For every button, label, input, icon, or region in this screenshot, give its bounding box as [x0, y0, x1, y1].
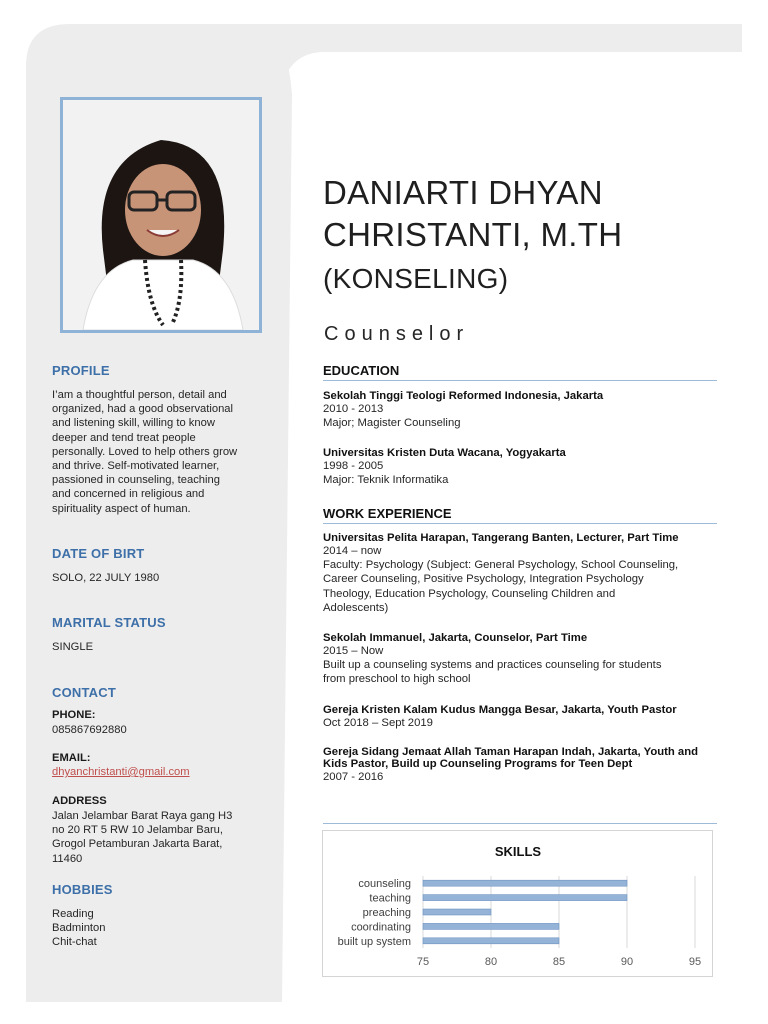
name-line-1: DANIARTI DHYAN — [323, 174, 603, 211]
education-heading: EDUCATION — [323, 363, 400, 378]
address-line: 11460 — [52, 852, 83, 865]
x-tick-label: 75 — [416, 956, 430, 968]
email-label: EMAIL: — [52, 752, 91, 764]
address-label: ADDRESS — [52, 795, 107, 807]
address-text — [52, 809, 277, 866]
y-category-label: preaching — [362, 907, 411, 919]
x-tick-label: 85 — [552, 956, 566, 968]
profile-line: spirituality aspect of human. — [52, 502, 191, 515]
hobby-item: Chit-chat — [52, 936, 97, 949]
education-item — [323, 390, 723, 430]
y-category-label: counseling — [358, 878, 411, 891]
profile-line: and concerned in religious and — [52, 488, 205, 501]
y-category-label: built up system — [337, 935, 411, 948]
education-item — [323, 447, 723, 487]
y-category-label: coordinating — [351, 921, 411, 934]
marital-heading: MARITAL STATUS — [52, 615, 166, 630]
work-line: Faculty: Psychology (Subject: General Psychology, School Counseling, — [323, 559, 679, 572]
work-line: 2015 – Now — [323, 645, 384, 657]
work-item — [323, 632, 723, 687]
x-tick-label: 90 — [620, 956, 634, 968]
skill-bar — [423, 895, 627, 901]
x-tick-label: 95 — [688, 956, 702, 968]
work-item — [323, 746, 723, 784]
profile-text — [52, 388, 274, 516]
address-line: Jalan Jelambar Barat Raya gang H3 — [52, 810, 233, 822]
contact-heading: CONTACT — [52, 685, 116, 700]
name-line-2: CHRISTANTI, M.TH — [323, 216, 623, 253]
profile-line: I’am a thoughtful person, detail and — [52, 389, 227, 401]
role-title: Counselor — [324, 323, 470, 345]
profile-line: deeper and tend treat people — [52, 431, 196, 444]
work-line: Oct 2018 – Sept 2019 — [323, 717, 433, 729]
work-rule — [323, 523, 717, 524]
work-line: 2014 – now — [323, 545, 382, 557]
work-title: Gereja Sidang Jemaat Allah Taman Harapan Indah, Jakarta, Youth and — [323, 746, 699, 758]
work-title: Sekolah Immanuel, Jakarta, Counselor, Part Time — [323, 632, 588, 644]
work-heading: WORK EXPERIENCE — [323, 506, 452, 521]
x-tick-label: 80 — [484, 956, 498, 968]
skill-bar — [423, 938, 559, 944]
education-line: 1998 - 2005 — [323, 460, 384, 472]
top-band — [262, 24, 742, 90]
profile-line: passioned in counseling, teaching — [52, 474, 220, 487]
work-line: Theology, Education Psychology, Counseling Children and — [323, 587, 616, 600]
skill-bar — [423, 923, 559, 929]
work-line: Adolescents) — [323, 601, 389, 614]
y-category-label: teaching — [369, 892, 411, 905]
profile-line: and thrive. Self-motivated learner, — [52, 460, 220, 473]
address-line: Grogol Petamburan Jakarta Barat, — [52, 838, 223, 851]
education-title: Universitas Kristen Duta Wacana, Yogyakarta — [323, 447, 566, 459]
work-line: from preschool to high school — [323, 673, 471, 686]
work-title: Gereja Kristen Kalam Kudus Mangga Besar, Jakarta, Youth Pastor — [323, 704, 677, 716]
work-item — [323, 532, 723, 615]
skill-bar — [423, 880, 627, 886]
profile-line: and listening skill, willing to know — [52, 417, 215, 430]
profile-line: organized, had a good observational — [52, 403, 233, 416]
education-line: 2010 - 2013 — [323, 403, 384, 415]
education-rule — [323, 380, 717, 381]
hobbies-heading: HOBBIES — [52, 882, 113, 897]
work-line: Career Counseling, Positive Psychology, Integration Psychology — [323, 573, 644, 586]
marital-value: SINGLE — [52, 641, 94, 653]
work-title: Universitas Pelita Harapan, Tangerang Banten, Lecturer, Part Time — [323, 532, 679, 544]
birth-value: SOLO, 22 JULY 1980 — [52, 572, 160, 584]
profile-heading: PROFILE — [52, 363, 110, 378]
education-line: Major; Magister Counseling — [323, 417, 461, 430]
hobby-item: Badminton — [52, 922, 106, 935]
skills-rule — [323, 823, 717, 824]
work-line: 2007 - 2016 — [323, 771, 384, 783]
skill-bar — [423, 909, 491, 915]
email-link[interactable]: dhyanchristanti@gmail.com — [52, 766, 190, 778]
phone-label: PHONE: — [52, 709, 96, 721]
education-line: Major: Teknik Informatika — [323, 474, 449, 487]
skills-chart — [322, 830, 713, 977]
address-line: no 20 RT 5 RW 10 Jelambar Baru, — [52, 824, 224, 837]
work-line: Built up a counseling systems and practices counseling for students — [323, 659, 662, 672]
hobbies-list — [52, 907, 106, 950]
chart-title: SKILLS — [494, 844, 542, 859]
education-title: Sekolah Tinggi Teologi Reformed Indonesia, Jakarta — [323, 390, 604, 402]
name-line-3: (KONSELING) — [323, 263, 509, 294]
work-title: Kids Pastor, Build up Counseling Programs for Teen Dept — [323, 758, 633, 770]
profile-photo — [60, 97, 262, 333]
birth-heading: DATE OF BIRT — [52, 546, 145, 561]
phone-value: 085867692880 — [52, 724, 127, 736]
profile-line: personally. Loved to help others grow — [52, 445, 238, 458]
work-item — [323, 704, 723, 730]
hobby-item: Reading — [52, 908, 94, 920]
